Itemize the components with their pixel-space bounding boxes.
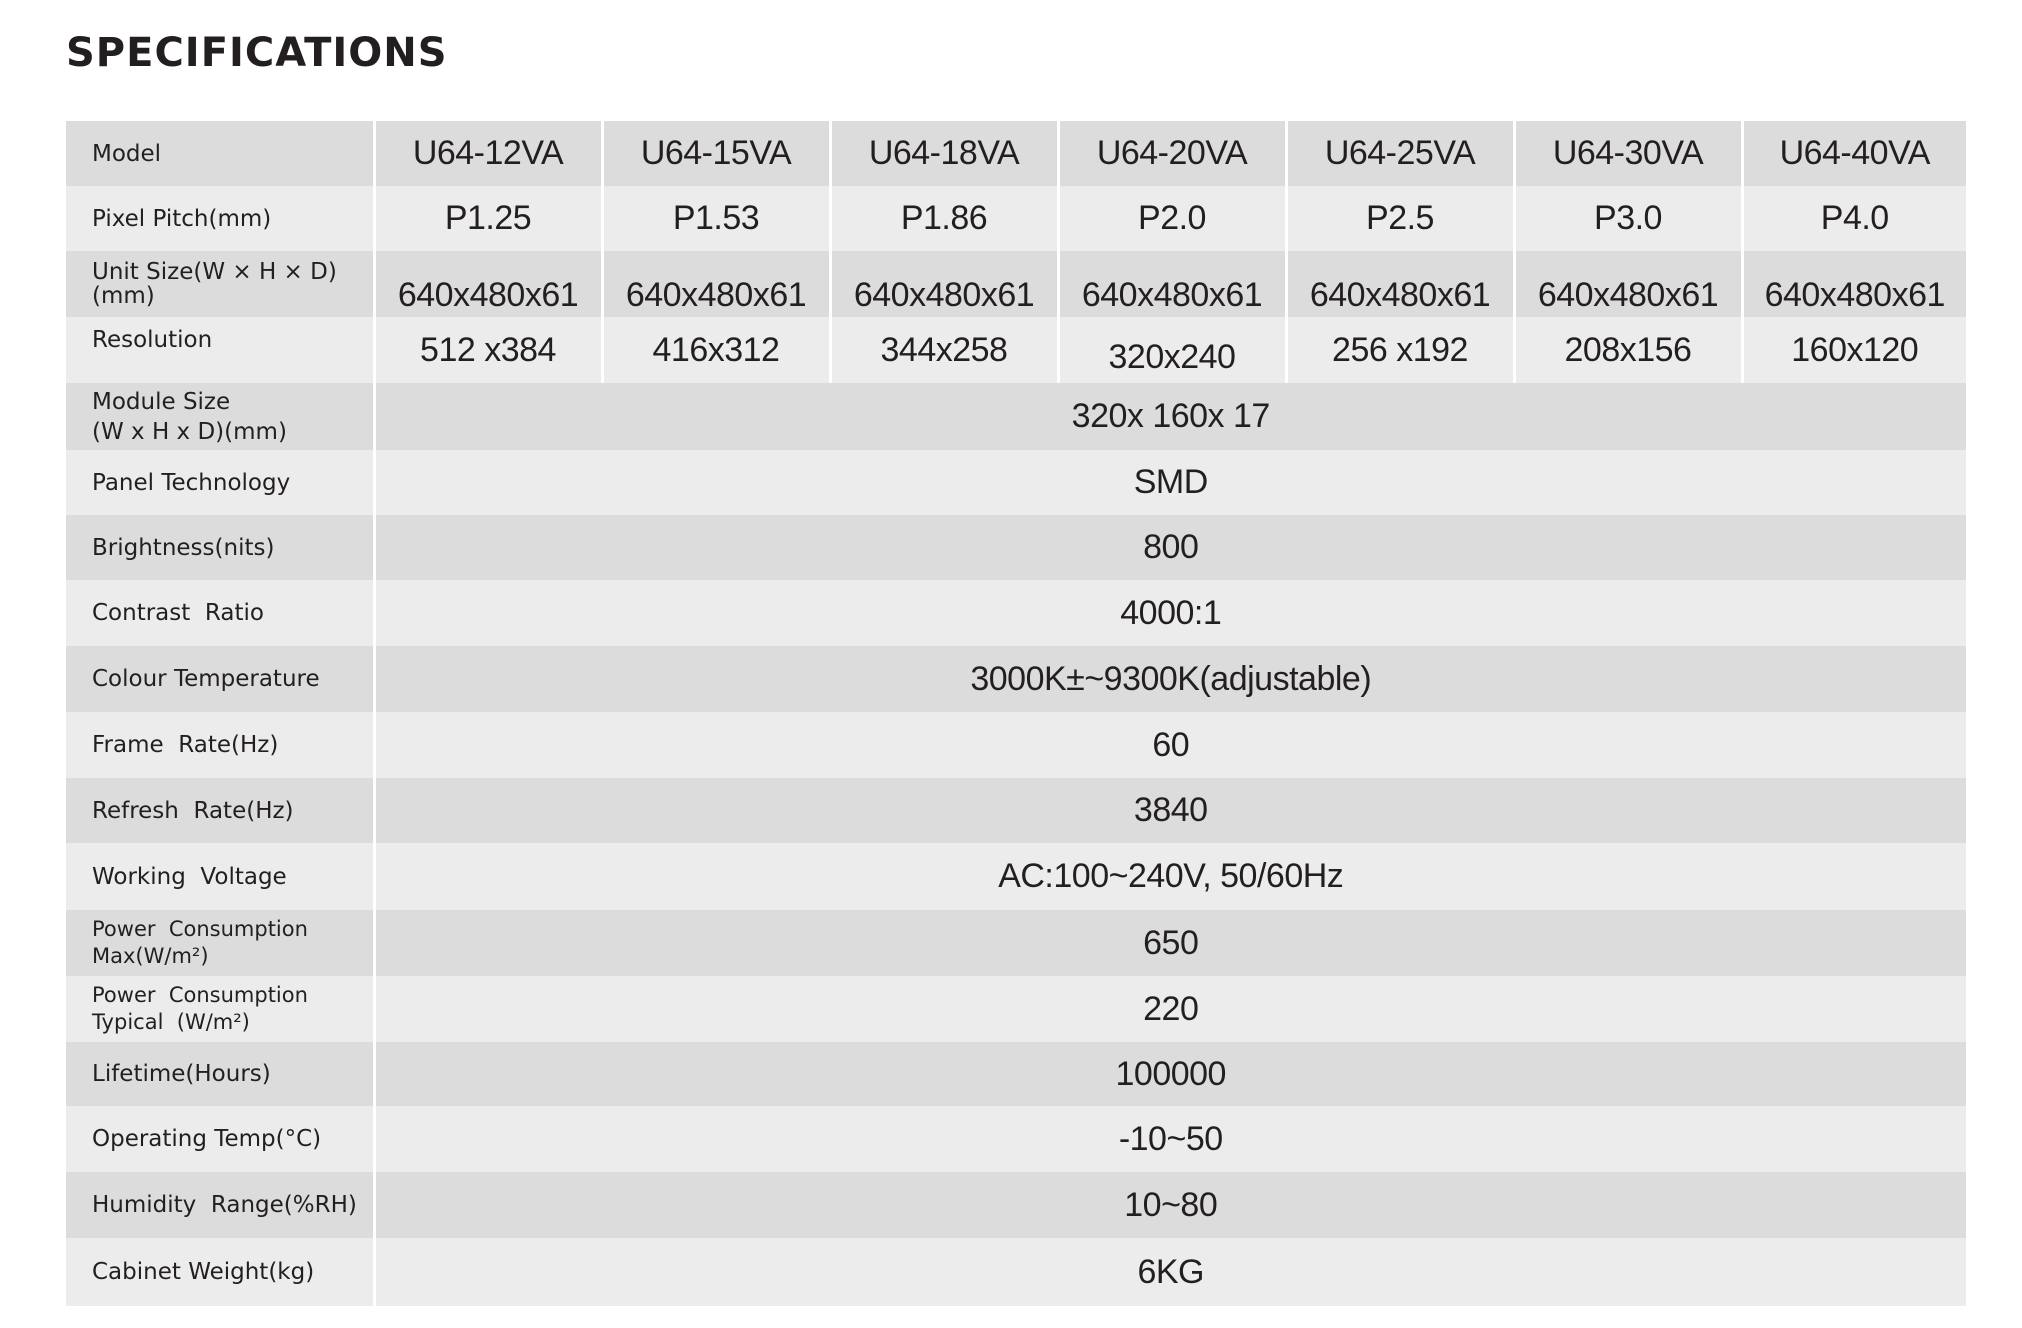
brightness-value: 800 [374,515,1966,580]
resolution-cell: 256 x192 [1286,317,1514,383]
row-label-power-max-line2: Max(W/m²) [92,944,209,968]
row-label-frame-rate: Frame Rate(Hz) [66,712,374,778]
working-voltage-value: AC:100~240V, 50/60Hz [374,843,1966,910]
model-cell: U64-30VA [1514,121,1742,186]
model-row [66,121,1966,186]
contrast-ratio-value: 4000:1 [374,580,1966,646]
row-label-refresh-rate: Refresh Rate(Hz) [66,778,374,843]
unit-size-cell: 640x480x61 [1514,251,1742,317]
row-label-contrast-ratio: Contrast Ratio [66,580,374,646]
unit-size-cell: 640x480x61 [830,251,1058,317]
resolution-cell: 208x156 [1514,317,1742,383]
row-label-working-voltage: Working Voltage [66,843,374,910]
row-label-module-size [66,383,374,450]
pixel-pitch-cell: P2.5 [1286,186,1514,251]
row-label-brightness: Brightness(nits) [66,515,374,580]
pixel-pitch-cell: P3.0 [1514,186,1742,251]
module-size-row [66,383,1966,450]
model-cell: U64-20VA [1058,121,1286,186]
row-label-lifetime: Lifetime(Hours) [66,1042,374,1106]
row-label-model: Model [66,121,374,186]
refresh-rate-value: 3840 [374,778,1966,843]
contrast-ratio-row [66,580,1966,646]
unit-size-cell: 640x480x61 [374,251,602,317]
resolution-cell: 320x240 [1058,317,1286,383]
pixel-pitch-cell: P1.53 [602,186,830,251]
lifetime-value: 100000 [374,1042,1966,1106]
resolution-cell: 344x258 [830,317,1058,383]
model-cell: U64-25VA [1286,121,1514,186]
row-label-unit-size [66,251,374,317]
row-label-panel-technology: Panel Technology [66,450,374,515]
model-cell: U64-15VA [602,121,830,186]
colour-temperature-row [66,646,1966,712]
panel-technology-value: SMD [374,450,1966,515]
operating-temp-value: -10~50 [374,1106,1966,1172]
unit-size-cell: 640x480x61 [1742,251,1966,317]
model-cell: U64-12VA [374,121,602,186]
row-label-colour-temperature: Colour Temperature [66,646,374,712]
operating-temp-row [66,1106,1966,1172]
row-label-unit-size-line2: (mm) [92,283,155,309]
colour-temperature-value: 3000K±~9300K(adjustable) [374,646,1966,712]
row-label-pixel-pitch: Pixel Pitch(mm) [66,186,374,251]
cabinet-weight-row [66,1238,1966,1306]
row-label-power-typical [66,976,374,1042]
pixel-pitch-cell: P2.0 [1058,186,1286,251]
module-size-value: 320x 160x 17 [374,383,1966,450]
working-voltage-row [66,843,1966,910]
model-cell: U64-40VA [1742,121,1966,186]
specifications-table [66,121,1966,1306]
power-typical-row [66,976,1966,1042]
frame-rate-row [66,712,1966,778]
unit-size-cell: 640x480x61 [602,251,830,317]
row-label-power-typical-line1: Power Consumption [92,983,308,1007]
humidity-row [66,1172,1966,1238]
row-label-power-max-line1: Power Consumption [92,917,308,941]
pixel-pitch-row [66,186,1966,251]
row-label-resolution: Resolution [66,317,374,383]
row-label-power-typical-line2: Typical (W/m²) [92,1010,250,1034]
resolution-cell: 416x312 [602,317,830,383]
pixel-pitch-cell: P1.25 [374,186,602,251]
lifetime-row [66,1042,1966,1106]
pixel-pitch-cell: P4.0 [1742,186,1966,251]
page-title: SPECIFICATIONS [66,30,448,76]
pixel-pitch-cell: P1.86 [830,186,1058,251]
row-label-module-size-line1: Module Size [92,388,231,415]
resolution-cell: 512 x384 [374,317,602,383]
row-label-cabinet-weight: Cabinet Weight(kg) [66,1238,374,1306]
unit-size-row [66,251,1966,317]
panel-technology-row [66,450,1966,515]
unit-size-cell: 640x480x61 [1286,251,1514,317]
row-label-humidity: Humidity Range(%RH) [66,1172,374,1238]
row-label-unit-size-line1: Unit Size(W × H × D) [92,259,337,285]
row-label-module-size-line2: (W x H x D)(mm) [92,418,287,445]
cabinet-weight-value: 6KG [374,1238,1966,1306]
brightness-row [66,515,1966,580]
resolution-cell: 160x120 [1742,317,1966,383]
refresh-rate-row [66,778,1966,843]
humidity-value: 10~80 [374,1172,1966,1238]
model-cell: U64-18VA [830,121,1058,186]
power-typical-value: 220 [374,976,1966,1042]
row-label-power-max [66,910,374,976]
resolution-row [66,317,1966,383]
row-label-operating-temp: Operating Temp(°C) [66,1106,374,1172]
frame-rate-value: 60 [374,712,1966,778]
power-max-row [66,910,1966,976]
power-max-value: 650 [374,910,1966,976]
unit-size-cell: 640x480x61 [1058,251,1286,317]
